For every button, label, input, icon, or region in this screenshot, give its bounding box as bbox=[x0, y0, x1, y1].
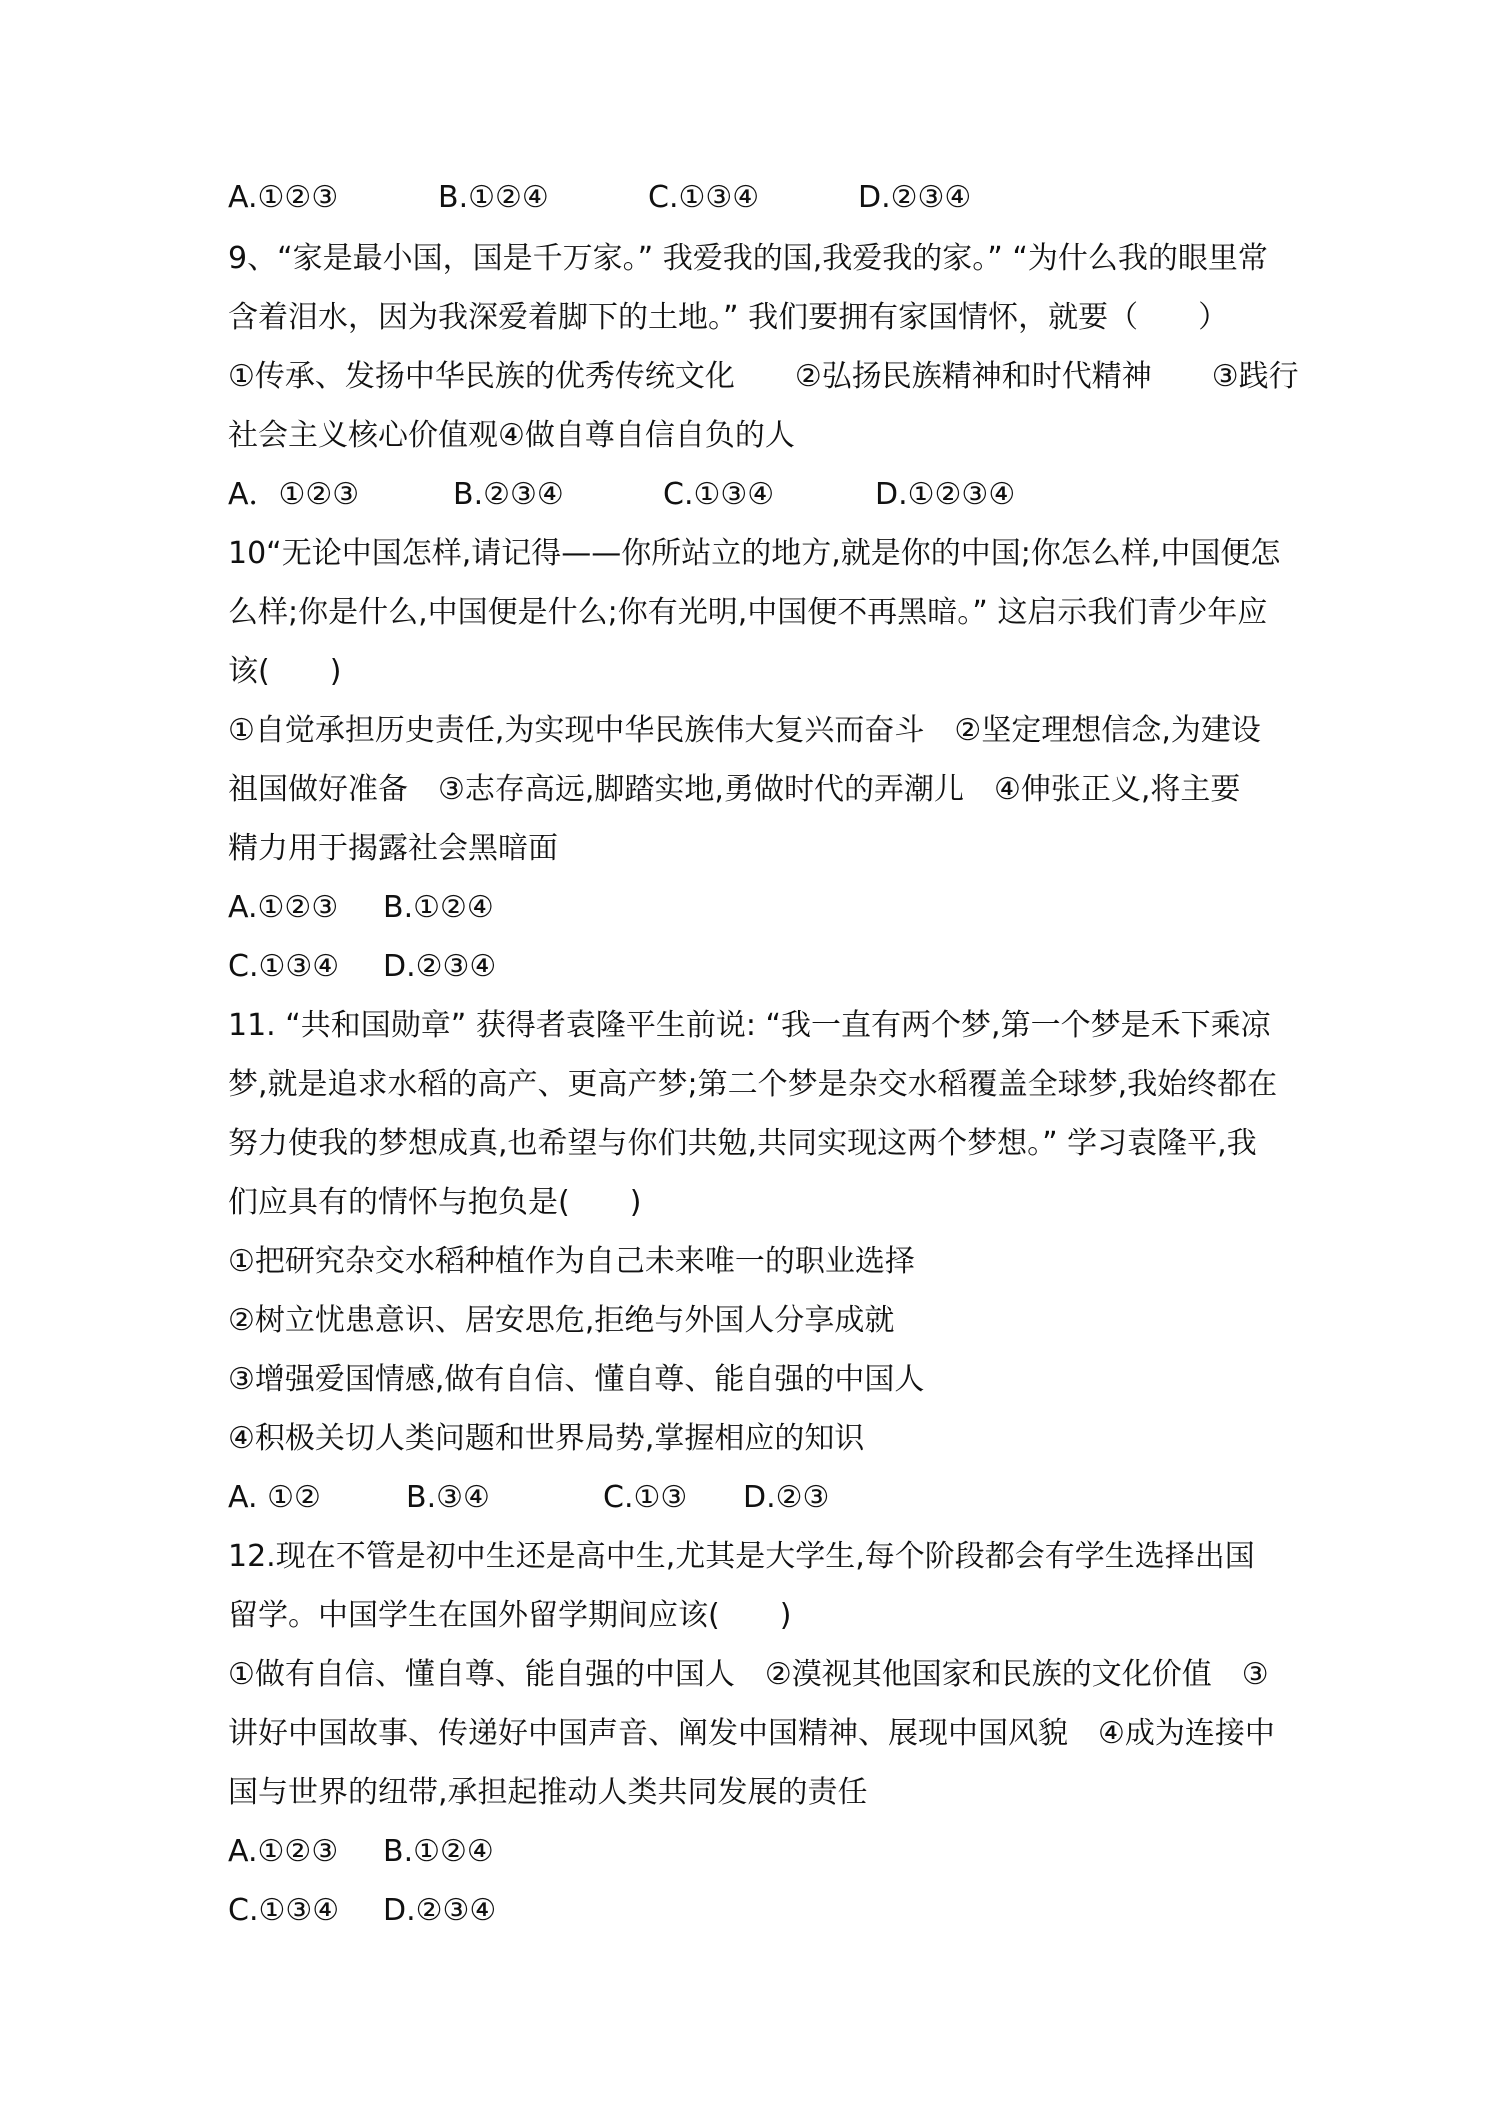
q8-option-d: D.②③④ bbox=[858, 180, 972, 215]
q10-stem-line-3: 该( ) bbox=[228, 654, 342, 689]
q9-statement-line-2: 社会主义核心价值观④做自尊自信自负的人 bbox=[228, 418, 795, 453]
q12-option-b: B.①②④ bbox=[383, 1834, 494, 1869]
q11-stem-line-3: 努力使我的梦想成真,也希望与你们共勉,共同实现这两个梦想。” 学习袁隆平,我 bbox=[228, 1126, 1257, 1161]
q11-statement-1: ①把研究杂交水稻种植作为自己未来唯一的职业选择 bbox=[228, 1244, 915, 1279]
q11-options bbox=[228, 1468, 1288, 1527]
q10-option-b: B.①②④ bbox=[383, 890, 494, 925]
q9-option-d: D.①②③④ bbox=[875, 477, 1016, 512]
document-page bbox=[228, 168, 1299, 1940]
q9-stem-line-1: 9、“家是最小国，国是千万家。” 我爱我的国,我爱我的家。” “为什么我的眼里常 bbox=[228, 241, 1268, 276]
question-10 bbox=[228, 524, 1288, 996]
question-12 bbox=[228, 1527, 1288, 1940]
q10-stem-line-1: 10“无论中国怎样,请记得——你所站立的地方,就是你的中国;你怎么样,中国便怎 bbox=[228, 536, 1281, 571]
q10-option-d: D.②③④ bbox=[383, 949, 497, 984]
q11-stem-line-2: 梦,就是追求水稻的高产、更高产梦;第二个梦是杂交水稻覆盖全球梦,我始终都在 bbox=[228, 1067, 1278, 1102]
q12-option-a: A.①②③ bbox=[228, 1834, 339, 1869]
q9-option-b: B.②③④ bbox=[453, 477, 564, 512]
q11-option-c: C.①③ bbox=[603, 1480, 688, 1515]
q10-options-row-2 bbox=[228, 937, 1288, 996]
q10-options-row-1 bbox=[228, 878, 1288, 937]
q11-stem-line-4: 们应具有的情怀与抱负是( ) bbox=[228, 1185, 642, 1220]
q12-option-d: D.②③④ bbox=[383, 1893, 497, 1928]
q9-stem-line-2: 含着泪水，因为我深爱着脚下的土地。” 我们要拥有家国情怀，就要（ ） bbox=[228, 300, 1229, 335]
q9-option-a: A．①②③ bbox=[228, 477, 360, 512]
q10-statement-line-2: 祖国做好准备 ③志存高远,脚踏实地,勇做时代的弄潮儿 ④伸张正义,将主要 bbox=[228, 772, 1241, 807]
q12-statement-line-3: 国与世界的纽带,承担起推动人类共同发展的责任 bbox=[228, 1775, 868, 1810]
q12-stem-line-1: 12.现在不管是初中生还是高中生,尤其是大学生,每个阶段都会有学生选择出国 bbox=[228, 1539, 1255, 1574]
q12-statement-line-2: 讲好中国故事、传递好中国声音、阐发中国精神、展现中国风貌 ④成为连接中 bbox=[228, 1716, 1275, 1751]
q11-statement-3: ③增强爱国情感,做有自信、懂自尊、能自强的中国人 bbox=[228, 1362, 925, 1397]
q9-option-c: C.①③④ bbox=[663, 477, 775, 512]
question-11 bbox=[228, 996, 1288, 1527]
q11-option-a: A. ①② bbox=[228, 1480, 321, 1515]
q10-option-a: A.①②③ bbox=[228, 890, 339, 925]
q12-options-row-1 bbox=[228, 1822, 1288, 1881]
q8-options bbox=[228, 168, 1288, 227]
q11-option-b: B.③④ bbox=[406, 1480, 490, 1515]
q11-stem-line-1: 11. “共和国勋章” 获得者袁隆平生前说: “我一直有两个梦,第一个梦是禾下乘凉 bbox=[228, 1008, 1271, 1043]
q10-statement-line-1: ①自觉承担历史责任,为实现中华民族伟大复兴而奋斗 ②坚定理想信念,为建设 bbox=[228, 713, 1261, 748]
q8-option-b: B.①②④ bbox=[438, 180, 549, 215]
q9-statement-line-1: ①传承、发扬中华民族的优秀传统文化 ②弘扬民族精神和时代精神 ③践行 bbox=[228, 359, 1299, 394]
question-9 bbox=[228, 229, 1299, 524]
q12-statement-line-1: ①做有自信、懂自尊、能自强的中国人 ②漠视其他国家和民族的文化价值 ③ bbox=[228, 1657, 1269, 1692]
q11-statement-2: ②树立忧患意识、居安思危,拒绝与外国人分享成就 bbox=[228, 1303, 895, 1338]
q10-option-c: C.①③④ bbox=[228, 949, 340, 984]
q9-options bbox=[228, 465, 1288, 524]
q8-option-a: A.①②③ bbox=[228, 180, 339, 215]
q12-option-c: C.①③④ bbox=[228, 1893, 340, 1928]
q10-statement-line-3: 精力用于揭露社会黑暗面 bbox=[228, 831, 558, 866]
q10-stem-line-2: 么样;你是什么,中国便是什么;你有光明,中国便不再黑暗。” 这启示我们青少年应 bbox=[228, 595, 1268, 630]
q12-options-row-2 bbox=[228, 1881, 1288, 1940]
q12-stem-line-2: 留学。中国学生在国外留学期间应该( ) bbox=[228, 1598, 792, 1633]
q8-option-c: C.①③④ bbox=[648, 180, 760, 215]
q11-option-d: D.②③ bbox=[743, 1480, 830, 1515]
q11-statement-4: ④积极关切人类问题和世界局势,掌握相应的知识 bbox=[228, 1421, 865, 1456]
